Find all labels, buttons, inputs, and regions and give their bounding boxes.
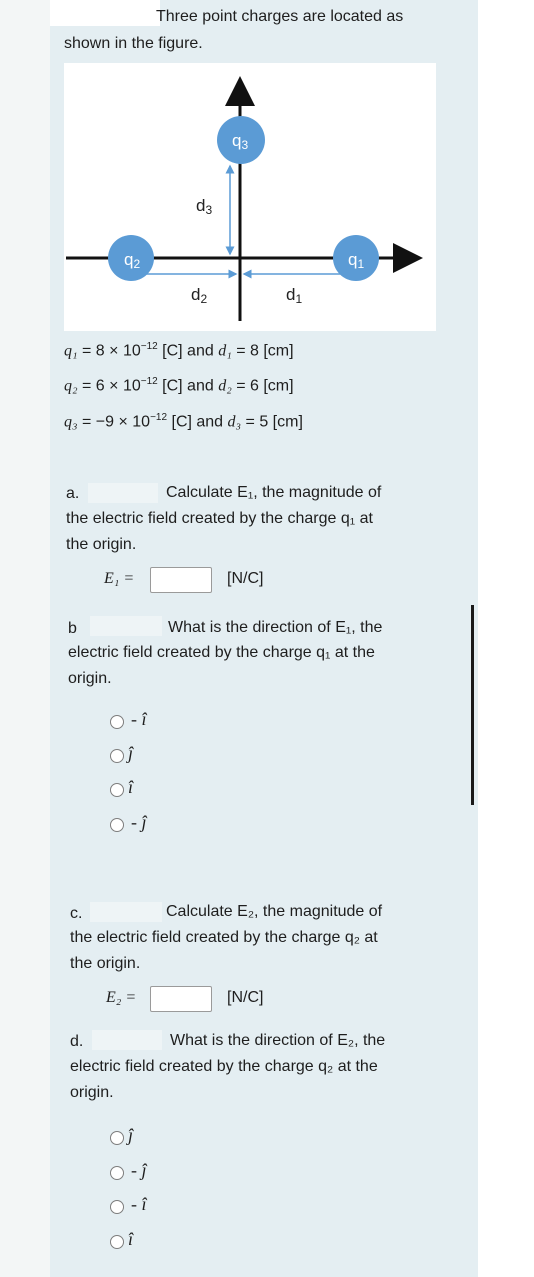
part-b-label: b: [68, 620, 77, 637]
option-b2-label: ĵ: [128, 743, 134, 763]
option-d4-label: î: [128, 1229, 134, 1249]
e2-variable: E₂ =: [106, 989, 137, 1006]
scrollbar[interactable]: [471, 605, 474, 805]
part-c-line-1: Calculate E₂, the magnitude of: [166, 903, 383, 920]
e1-variable: E₁ =: [104, 570, 135, 587]
option-b1-label: - î: [131, 709, 147, 729]
option-d2-radio[interactable]: [110, 1166, 124, 1180]
q2-label: q2: [124, 250, 141, 271]
e1-unit: [N/C]: [227, 570, 264, 587]
charge-diagram: [64, 63, 436, 331]
d3-label: d3: [196, 196, 213, 217]
redaction-mark: [88, 483, 158, 503]
part-a-line-3: the origin.: [66, 536, 137, 553]
part-d-line-2: electric field created by the charge q₂ at the: [70, 1058, 378, 1075]
given-distance-symbol: d₁: [218, 342, 232, 360]
given-text: [C] and: [167, 413, 228, 431]
option-d2-label: - ĵ: [131, 1160, 147, 1180]
given-value: = 8 × 10: [82, 342, 141, 360]
given-q1: [64, 341, 294, 360]
given-value: = 6 × 10: [82, 377, 141, 395]
given-exponent: −12: [150, 412, 168, 423]
q1-label: q1: [348, 250, 365, 271]
redaction-mark: [90, 902, 162, 922]
redaction-mark: [92, 1030, 162, 1050]
given-exponent: −12: [140, 376, 158, 387]
d2-label: d2: [191, 285, 208, 306]
option-d1-label: ĵ: [128, 1125, 134, 1145]
given-distance-value: = 5 [cm]: [241, 413, 303, 431]
option-b3-radio[interactable]: [110, 783, 124, 797]
given-distance-value: = 6 [cm]: [231, 377, 294, 395]
option-d3-radio[interactable]: [110, 1200, 124, 1214]
option-b1-radio[interactable]: [110, 715, 124, 729]
given-text: [C] and: [157, 342, 219, 360]
given-symbol: q₁: [64, 342, 78, 360]
part-d-line-1: What is the direction of E₂, the: [170, 1032, 386, 1049]
given-exponent: −12: [140, 341, 158, 352]
page-margin: [478, 0, 534, 1277]
given-distance-symbol: d₃: [227, 413, 242, 431]
e2-unit: [N/C]: [227, 989, 264, 1006]
given-value: = −9 × 10: [82, 413, 151, 431]
given-symbol: q₂: [64, 377, 78, 395]
e1-answer-input[interactable]: [150, 567, 212, 593]
part-b-line-1: What is the direction of E₁, the: [168, 619, 383, 636]
intro-line-2: shown in the figure.: [64, 35, 203, 52]
given-q2: [64, 376, 294, 395]
redaction-mark: [50, 0, 160, 26]
d1-label: d1: [286, 285, 303, 306]
part-a-line-2: the electric field created by the charge q₁ at: [66, 510, 373, 527]
given-distance-value: = 8 [cm]: [231, 342, 294, 360]
option-d1-radio[interactable]: [110, 1131, 124, 1145]
part-a-label: a.: [66, 485, 80, 502]
part-b-line-3: origin.: [68, 670, 112, 687]
part-c-line-3: the origin.: [70, 955, 141, 972]
option-b3-label: î: [128, 777, 134, 797]
part-c-label: c.: [70, 905, 83, 922]
given-distance-symbol: d₂: [218, 377, 232, 395]
part-c-line-2: the electric field created by the charge q₂ at: [70, 929, 378, 946]
q3-label: q3: [232, 131, 249, 152]
part-a-line-1: Calculate E₁, the magnitude of: [166, 484, 382, 501]
part-b-line-2: electric field created by the charge q₁ at the: [68, 644, 375, 661]
given-q3: [64, 412, 303, 431]
part-d-label: d.: [70, 1033, 84, 1050]
part-d-line-3: origin.: [70, 1084, 114, 1101]
given-text: [C] and: [157, 377, 219, 395]
option-d4-radio[interactable]: [110, 1235, 124, 1249]
option-b2-radio[interactable]: [110, 749, 124, 763]
intro-line-1: Three point charges are located as: [156, 8, 404, 25]
redaction-mark: [90, 616, 162, 636]
given-symbol: q₃: [64, 413, 78, 431]
e2-answer-input[interactable]: [150, 986, 212, 1012]
option-d3-label: - î: [131, 1194, 147, 1214]
option-b4-radio[interactable]: [110, 818, 124, 832]
option-b4-label: - ĵ: [131, 812, 147, 832]
